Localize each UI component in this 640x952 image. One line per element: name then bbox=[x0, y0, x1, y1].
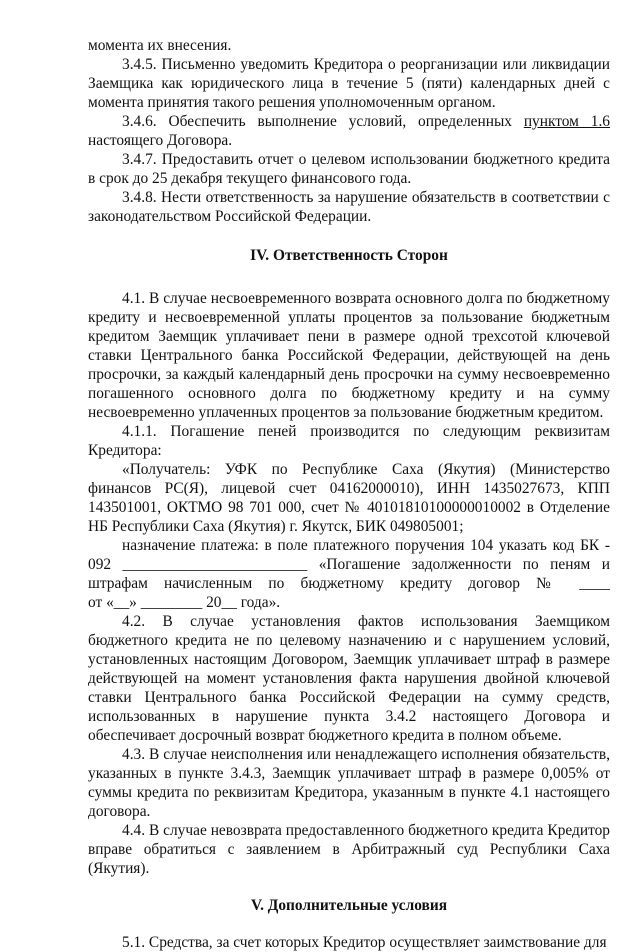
paragraph-3-4-6-tail: настоящего Договора. bbox=[88, 132, 233, 149]
paragraph-3-4-6 bbox=[88, 112, 610, 150]
section-iv-title: IV. Ответственность Сторон bbox=[250, 247, 448, 264]
paragraph-3-4-4-continuation: момента их внесения. bbox=[88, 37, 232, 54]
clause-1-6-link: пунктом 1.6 bbox=[523, 113, 610, 130]
payment-purpose-line-1: назначение платежа: в поле платежного поручения 104 указать код БК - bbox=[122, 537, 610, 554]
paragraph-3-4-5: 3.4.5. Письменно уведомить Кредитора о реорганизации или ликвидации Заемщика как юридического лица в течение 5 (пяти) календарных дней с момента принятия такого решения уполномоченным органом. bbox=[88, 56, 610, 111]
paragraph-4-4: 4.4. В случае невозврата предоставленного бюджетного кредита Кредитор вправе обратиться с заявлением в Арбитражный суд Республики Саха (Якутия). bbox=[88, 822, 610, 877]
paragraph-4-1-1: 4.1.1. Погашение пеней производится по следующим реквизитам Кредитора: bbox=[88, 423, 610, 459]
paragraph-3-4-8: 3.4.8. Нести ответственность за нарушение обязательств в соответствии с законодательством Российской Федерации. bbox=[88, 189, 610, 225]
paragraph-3-4-7: 3.4.7. Предоставить отчет о целевом использовании бюджетного кредита в срок до 25 декабря текущего финансового года. bbox=[88, 151, 610, 187]
document-page bbox=[88, 36, 610, 952]
paragraph-3-4-6-text: 3.4.6. Обеспечить выполнение условий, определенных bbox=[122, 113, 524, 130]
payment-purpose-line-3: штрафам начисленным по бюджетному кредиту договор № ____ bbox=[88, 575, 610, 592]
paragraph-4-3: 4.3. В случае неисполнения или ненадлежащего исполнения обязательств, указанных в пункте 3.4.3, Заемщик уплачивает штраф в размере 0,005% от суммы кредита по реквизитам Кредитора, указанным в пункте 4.1 настоящего договора. bbox=[88, 746, 610, 820]
section-v-title: V. Дополнительные условия bbox=[250, 897, 448, 914]
paragraph-4-1: 4.1. В случае несвоевременного возврата основного долга по бюджетному кредиту и несвоевременной уплаты процентов за пользование бюджетным кредитом Заемщик уплачивает пени в размере одной трехсотой ключевой ставки Центрального банка Российской Федерации, действующей на день просрочки, за каждый календарный день просрочки на сумму несвоевременно погашенного основного долга по бюджетному кредиту и на сумму несвоевременно уплаченных процентов за пользование бюджетным кредитом. bbox=[88, 290, 610, 421]
payment-purpose-line-4: от «__» ________ 20__ года». bbox=[88, 594, 281, 611]
payment-purpose bbox=[88, 536, 610, 612]
recipient-details: «Получатель: УФК по Республике Саха (Якутия) (Министерство финансов РС(Я), лицевой счет 04162000010), ИНН 1435027673, КПП 143501001, ОКТМО 98 701 000, счет № 40101810100000010002 в Отделение НБ Республики Саха (Якутия) г. Якутск, БИК 049805001; bbox=[88, 461, 610, 535]
paragraph-5-1: 5.1. Средства, за счет которых Кредитор осуществляет заимствование для bbox=[122, 934, 607, 951]
paragraph-4-2: 4.2. В случае установления фактов использования Заемщиком бюджетного кредита не по целевому назначению и с нарушением условий, установленных настоящим Договором, Заемщик уплачивает штраф в размере действующей на момент установления факта нарушения двойной ключевой ставки Центрального банка Российской Федерации на сумму средств, использованных в нарушение пункта 3.4.2 настоящего Договора и обеспечивает досрочный возврат бюджетного кредита в полном объеме. bbox=[88, 613, 610, 744]
payment-purpose-line-2: 092 ________________________ «Погашение задолженности по пеням и bbox=[88, 556, 610, 573]
